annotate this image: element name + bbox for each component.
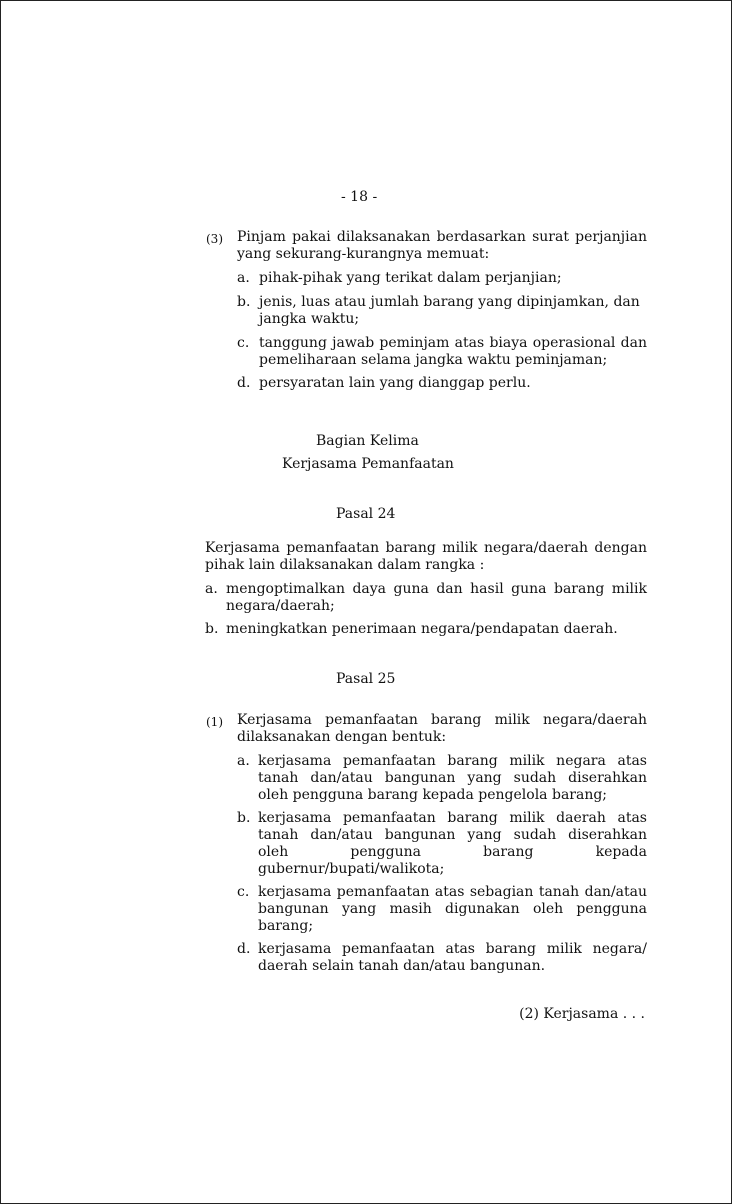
list-item-letter: b. <box>237 810 251 826</box>
list-item-text: pihak-pihak yang terikat dalam perjanjian; <box>259 270 562 286</box>
pasal-24-title: Pasal 24 <box>336 506 396 522</box>
list-item-text: jangka waktu; <box>259 311 360 327</box>
ayat-3-line: Pinjam pakai dilaksanakan berdasarkan surat perjanjian <box>237 229 647 245</box>
list-item-text: kerjasama pemanfaatan atas barang milik negara/ <box>258 941 647 957</box>
list-item-text: jenis, luas atau jumlah barang yang dipinjamkan, dan <box>259 294 640 310</box>
list-item-text: gubernur/bupati/walikota; <box>258 861 445 877</box>
list-item-text: oleh pengguna barang kepada pengelola barang; <box>258 787 608 803</box>
section-title: Kerjasama Pemanfaatan <box>282 456 454 472</box>
list-item-text: meningkatkan penerimaan negara/pendapatan daerah. <box>226 621 618 637</box>
section-heading: Bagian Kelima <box>316 433 419 449</box>
list-item-letter: a. <box>205 581 218 597</box>
list-item-text: pemeliharaan selama jangka waktu peminjaman; <box>259 352 608 368</box>
list-item-text: tanah dan/atau bangunan yang sudah diserahkan <box>258 827 647 843</box>
list-item-text: barang; <box>258 918 314 934</box>
list-item-letter: b. <box>237 294 251 310</box>
list-item-letter: d. <box>237 941 251 957</box>
continuation-catchword: (2) Kerjasama . . . <box>519 1006 645 1022</box>
list-item-letter: a. <box>237 270 250 286</box>
ayat-1-number: (1) <box>206 715 223 729</box>
list-item-letter: d. <box>237 375 251 391</box>
list-item-text: daerah selain tanah dan/atau bangunan. <box>258 958 546 974</box>
list-item-letter: b. <box>205 621 219 637</box>
page-number: - 18 - <box>341 189 378 205</box>
list-item-text: kerjasama pemanfaatan barang milik daerah atas <box>258 810 647 826</box>
list-item-text: mengoptimalkan daya guna dan hasil guna barang milik <box>226 581 647 597</box>
pasal-24-intro: Kerjasama pemanfaatan barang milik negara/daerah dengan <box>205 540 647 556</box>
ayat-3-line: yang sekurang-kurangnya memuat: <box>237 246 490 262</box>
pasal-24-intro: pihak lain dilaksanakan dalam rangka : <box>205 557 485 573</box>
ayat-1-line: Kerjasama pemanfaatan barang milik negara/daerah <box>237 712 647 728</box>
list-item-letter: c. <box>237 884 250 900</box>
pasal-25-title: Pasal 25 <box>336 671 396 687</box>
list-item-text: kerjasama pemanfaatan barang milik negara atas <box>258 753 647 769</box>
list-item-text: tanah dan/atau bangunan yang sudah diserahkan <box>258 770 647 786</box>
list-item-text: tanggung jawab peminjam atas biaya operasional dan <box>259 335 647 351</box>
list-item-letter: c. <box>237 335 250 351</box>
ayat-1-line: dilaksanakan dengan bentuk: <box>237 729 447 745</box>
list-item-text: negara/daerah; <box>226 598 335 614</box>
ayat-3-number: (3) <box>206 232 223 246</box>
list-item-letter: a. <box>237 753 250 769</box>
list-item-text: bangunan yang masih digunakan oleh pengguna <box>258 901 647 917</box>
list-item-text: kerjasama pemanfaatan atas sebagian tanah dan/atau <box>258 884 647 900</box>
list-item-text: persyaratan lain yang dianggap perlu. <box>259 375 531 391</box>
list-item-text: oleh pengguna barang kepada <box>258 844 647 860</box>
